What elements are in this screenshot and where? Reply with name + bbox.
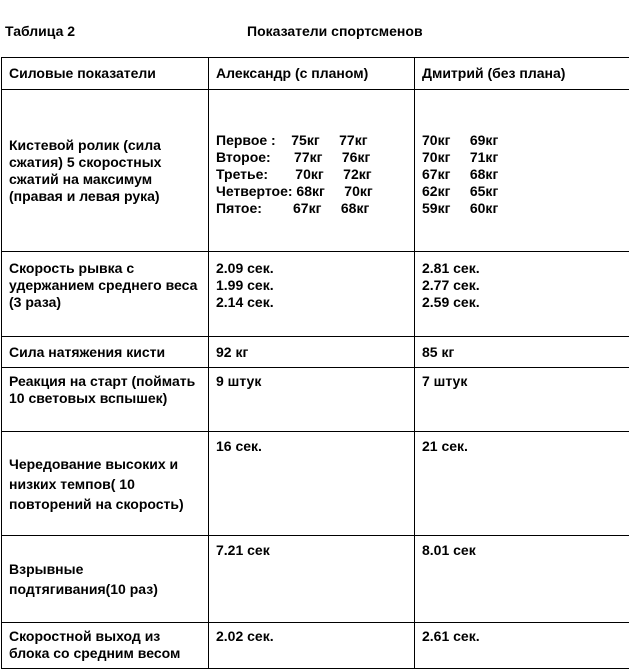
value-cell: 8.01 сек bbox=[415, 536, 629, 623]
column-header: Александр (с планом) bbox=[209, 58, 415, 90]
table-row bbox=[2, 432, 629, 536]
table-row bbox=[2, 368, 629, 432]
table-number: Таблица 2 bbox=[5, 23, 75, 39]
value-cell: 92 кг bbox=[209, 337, 415, 368]
value-cell: 9 штук bbox=[209, 368, 415, 432]
value-cell: 21 сек. bbox=[415, 432, 629, 536]
row-label: Сила натяжения кисти bbox=[2, 337, 209, 368]
row-label: Реакция на старт (поймать 10 световых вспышек) bbox=[2, 368, 209, 432]
value-cell: 70кг 69кг 70кг 71кг 67кг 68кг 62кг 65кг 59кг 60кг bbox=[415, 90, 629, 252]
value-cell: 85 кг bbox=[415, 337, 629, 368]
table-row bbox=[2, 252, 629, 337]
value-cell: 2.61 сек. bbox=[415, 623, 629, 669]
value-cell: 7 штук bbox=[415, 368, 629, 432]
column-header: Дмитрий (без плана) bbox=[415, 58, 629, 90]
value-cell: Первое : 75кг 77кг Второе: 77кг 76кг Третье: 70кг 72кг Четвертое: 68кг 70кг Пятое: 67кг 68кг bbox=[209, 90, 415, 252]
row-label: Взрывные подтягивания(10 раз) bbox=[2, 536, 209, 623]
value-cell: 2.81 сек. 2.77 сек. 2.59 сек. bbox=[415, 252, 629, 337]
value-cell: 7.21 сек bbox=[209, 536, 415, 623]
table-row bbox=[2, 90, 629, 252]
row-label: Скорость рывка с удержанием среднего веса (3 раза) bbox=[2, 252, 209, 337]
table-row bbox=[2, 536, 629, 623]
header-row bbox=[2, 58, 629, 90]
column-header: Силовые показатели bbox=[2, 58, 209, 90]
row-label: Кистевой ролик (сила сжатия) 5 скоростных сжатий на максимум (правая и левая рука) bbox=[2, 90, 209, 252]
athletes-table bbox=[1, 57, 629, 669]
value-cell: 2.02 сек. bbox=[209, 623, 415, 669]
value-cell: 16 сек. bbox=[209, 432, 415, 536]
row-label: Чередование высоких и низких темпов( 10 повторений на скорость) bbox=[2, 432, 209, 536]
table-row bbox=[2, 623, 629, 669]
table-row bbox=[2, 337, 629, 368]
row-label: Скоростной выход из блока со средним весом bbox=[2, 623, 209, 669]
value-cell: 2.09 сек. 1.99 сек. 2.14 сек. bbox=[209, 252, 415, 337]
document-title: Показатели спортсменов bbox=[247, 23, 423, 39]
